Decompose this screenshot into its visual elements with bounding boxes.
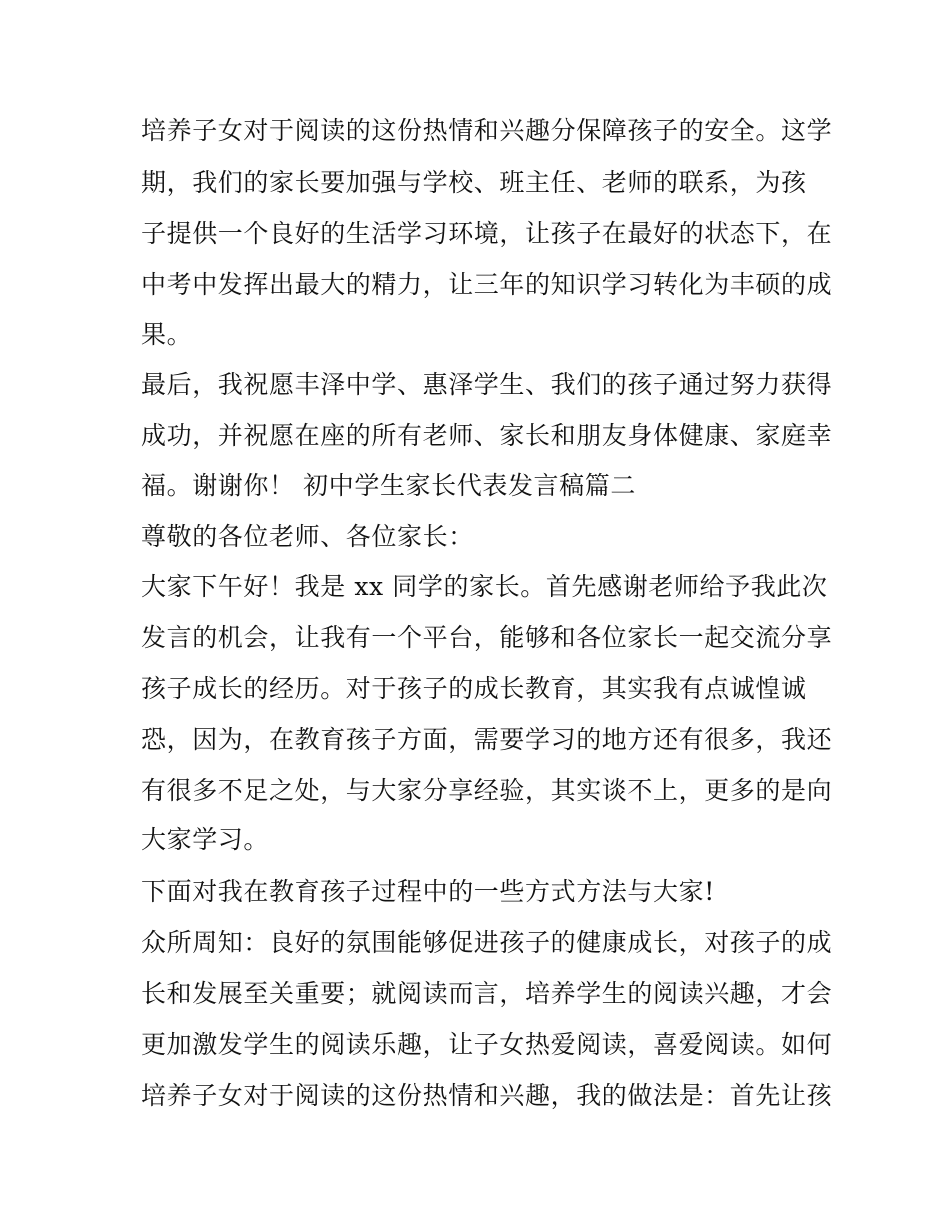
text-line: 大家下午好！我是 xx 同学的家长。首先感谢老师给予我此次 — [141, 572, 828, 601]
text-line: 培养子女对于阅读的这份热情和兴趣分保障孩子的安全。这学 — [141, 116, 833, 145]
text-line: 大家学习。 — [141, 825, 270, 854]
text-line: 成功，并祝愿在座的所有老师、家长和朋友身体健康、家庭幸 — [141, 421, 833, 450]
text-line: 中考中发挥出最大的精力，让三年的知识学习转化为丰硕的成 — [141, 270, 833, 299]
text-line: 有很多不足之处，与大家分享经验，其实谈不上，更多的是向 — [141, 776, 833, 805]
text-line: 培养子女对于阅读的这份热情和兴趣，我的做法是：首先让孩 — [141, 1081, 833, 1110]
text-line: 下面对我在教育孩子过程中的一些方式方法与大家! — [141, 877, 715, 906]
text-line: 果。 — [141, 320, 193, 349]
text-line: 众所周知：良好的氛围能够促进孩子的健康成长，对孩子的成 — [141, 928, 833, 957]
text-line: 孩子成长的经历。对于孩子的成长教育，其实我有点诚惶诚 — [141, 674, 807, 703]
text-line: 长和发展至关重要；就阅读而言，培养学生的阅读兴趣，才会 — [141, 979, 833, 1008]
text-line: 最后，我祝愿丰泽中学、惠泽学生、我们的孩子通过努力获得 — [141, 370, 833, 399]
text-line: 期，我们的家长要加强与学校、班主任、老师的联系，为孩 — [141, 168, 807, 197]
text-line: 尊敬的各位老师、各位家长： — [141, 522, 474, 551]
text-line: 恐，因为，在教育孩子方面，需要学习的地方还有很多，我还 — [141, 725, 833, 754]
text-line: 更加激发学生的阅读乐趣，让子女热爱阅读，喜爱阅读。如何 — [141, 1030, 833, 1059]
text-line: 福。谢谢你！ 初中学生家长代表发言稿篇二 — [141, 471, 636, 500]
text-line: 发言的机会，让我有一个平台，能够和各位家长一起交流分享 — [141, 623, 833, 652]
text-line: 子提供一个良好的生活学习环境，让孩子在最好的状态下，在 — [141, 219, 833, 248]
